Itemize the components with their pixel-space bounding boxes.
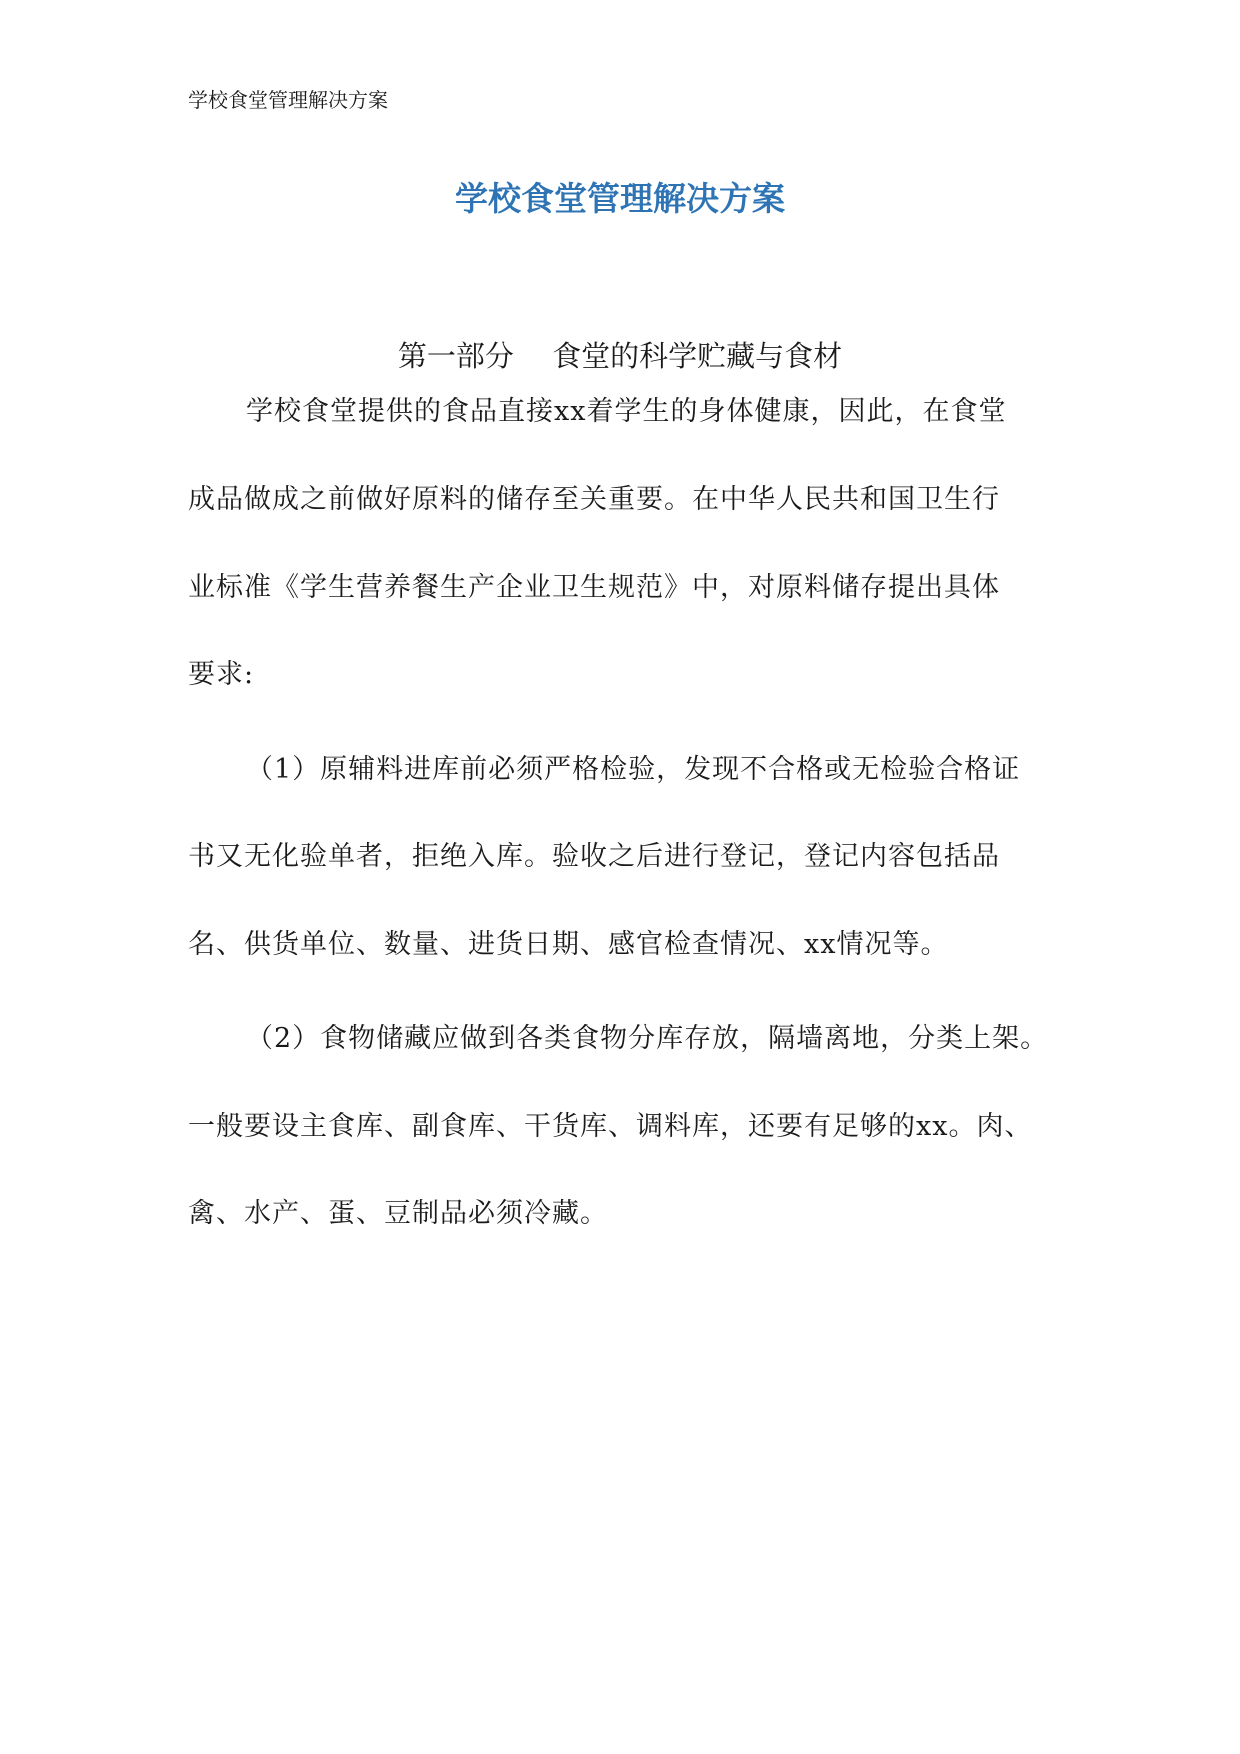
paragraph-line: 书又无化验单者，拒绝入库。验收之后进行登记，登记内容包括品: [188, 841, 1000, 872]
document-title: 学校食堂管理解决方案: [455, 179, 785, 218]
paragraph-line: （1）原辅料进库前必须严格检验，发现不合格或无检验合格证: [246, 754, 1021, 785]
paragraph-line: 业标准《学生营养餐生产企业卫生规范》中，对原料储存提出具体: [188, 572, 1000, 603]
paragraph-line: 成品做成之前做好原料的储存至关重要。在中华人民共和国卫生行: [188, 484, 1000, 515]
paragraph-line: 名、供货单位、数量、进货日期、感官检查情况、xx情况等。: [188, 929, 949, 960]
paragraph-line: 要求:: [188, 659, 255, 690]
section-heading: 第一部分 食堂的科学贮藏与食材: [397, 339, 843, 373]
paragraph-line: 一般要设主食库、副食库、干货库、调料库，还要有足够的xx。肉、: [188, 1111, 1033, 1142]
paragraph-line: （2）食物储藏应做到各类食物分库存放，隔墙离地，分类上架。: [246, 1023, 1049, 1054]
running-header: 学校食堂管理解决方案: [188, 88, 388, 112]
paragraph-line: 禽、水产、蛋、豆制品必须冷藏。: [188, 1198, 608, 1229]
paragraph-line: 学校食堂提供的食品直接xx着学生的身体健康，因此，在食堂: [246, 396, 1007, 427]
